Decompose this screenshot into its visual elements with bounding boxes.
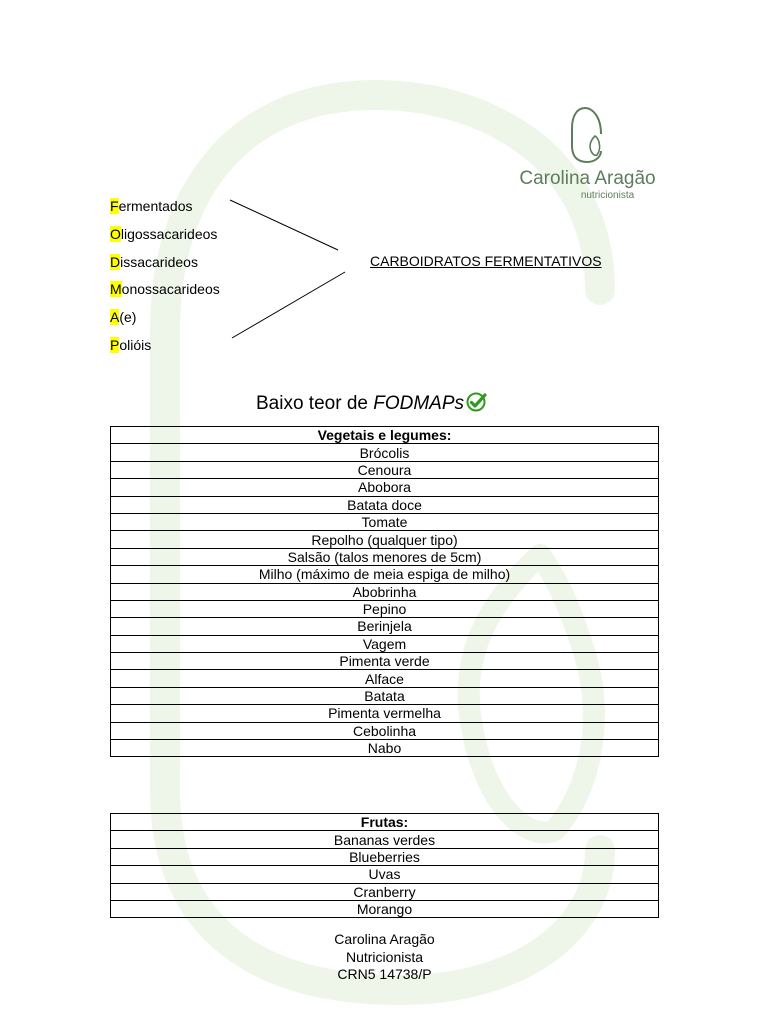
acronym-rest: ligossacarideos (120, 225, 218, 242)
table-cell: Batata doce (111, 496, 659, 513)
check-circle-icon (466, 392, 488, 412)
acronym-rest: ermentados (118, 198, 193, 214)
table-cell: Batata (111, 687, 659, 704)
table-cell: Blueberries (111, 848, 659, 865)
table-cell: Abobora (111, 479, 659, 496)
table-cell: Brócolis (111, 444, 659, 461)
table-cell: Milho (máximo de meia espiga de milho) (111, 566, 659, 583)
section-title-prefix: Baixo teor de (256, 393, 374, 414)
table-row (111, 566, 659, 583)
table-row (111, 687, 659, 704)
fruits-table (110, 813, 659, 918)
table-row (111, 618, 659, 635)
table-row (111, 444, 659, 461)
table-row (111, 722, 659, 739)
table-cell: Tomate (111, 513, 659, 530)
table-header-cell: Frutas: (111, 814, 659, 831)
table-cell: Bananas verdes (111, 831, 659, 848)
table-row (111, 513, 659, 530)
table-row (111, 461, 659, 478)
acronym-item (110, 307, 220, 335)
acronym-letter: M (110, 281, 122, 298)
table-cell: Pepino (111, 600, 659, 617)
footer-title: Nutricionista (345, 948, 424, 965)
table-row (111, 548, 659, 565)
table-cell: Cebolinha (111, 722, 659, 739)
acronym-item (110, 335, 220, 363)
acronym-rest: onossacarideos (121, 281, 220, 298)
table-cell: Morango (111, 900, 659, 917)
table-header-row (111, 814, 659, 831)
table-cell: Nabo (111, 740, 659, 757)
acronym-rest: issacarideos (120, 253, 198, 270)
table-row (111, 705, 659, 722)
table-cell: Cranberry (111, 883, 659, 900)
acronym-item (110, 279, 220, 307)
table-row (111, 848, 659, 865)
table-row (111, 883, 659, 900)
footer-registration: CRN5 14738/P (337, 966, 432, 982)
table-row (111, 600, 659, 617)
table-row (111, 653, 659, 670)
table-cell: Berinjela (111, 618, 659, 635)
acronym-letter: A (110, 309, 120, 326)
table-row (111, 583, 659, 600)
brand-logo (515, 104, 660, 204)
table-row (111, 496, 659, 513)
logo-subtitle: nutricionista (580, 190, 635, 201)
table-header-row (111, 427, 659, 444)
table-cell: Cenoura (111, 461, 659, 478)
fodmap-acronym-list (110, 196, 220, 363)
table-cell: Alface (111, 670, 659, 687)
table-row (111, 479, 659, 496)
table-row (111, 670, 659, 687)
logo-name: Carolina Aragão (519, 168, 656, 189)
acronym-letter: F (110, 198, 119, 214)
table-row (111, 531, 659, 548)
acronym-letter: D (110, 253, 121, 270)
table-cell: Uvas (111, 866, 659, 883)
acronym-letter: O (110, 225, 121, 242)
table-header-cell: Vegetais e legumes: (111, 427, 659, 444)
table-cell: Vagem (111, 635, 659, 652)
section-title-emphasis: FODMAPs (373, 393, 465, 414)
acronym-item (110, 224, 220, 252)
acronym-rest: olióis (119, 336, 152, 353)
table-cell: Salsão (talos menores de 5cm) (111, 548, 659, 565)
table-cell: Pimenta vermelha (111, 705, 659, 722)
table-row (111, 831, 659, 848)
table-row (111, 635, 659, 652)
signature-footer (110, 931, 659, 984)
table-cell: Abobrinha (111, 583, 659, 600)
acronym-item (110, 196, 220, 224)
table-row (111, 900, 659, 917)
carbohydrates-label: CARBOIDRATOS FERMENTATIVOS (370, 253, 602, 269)
section-title (256, 392, 488, 415)
table-cell: Pimenta verde (111, 653, 659, 670)
acronym-rest: (e) (119, 309, 137, 326)
logo-mark-icon (515, 104, 660, 168)
acronym-item (110, 252, 220, 280)
footer-name: Carolina Aragão (334, 931, 435, 947)
vegetables-table (110, 426, 659, 757)
table-row (111, 740, 659, 757)
table-row (111, 866, 659, 883)
table-cell: Repolho (qualquer tipo) (111, 531, 659, 548)
acronym-letter: P (110, 336, 120, 353)
